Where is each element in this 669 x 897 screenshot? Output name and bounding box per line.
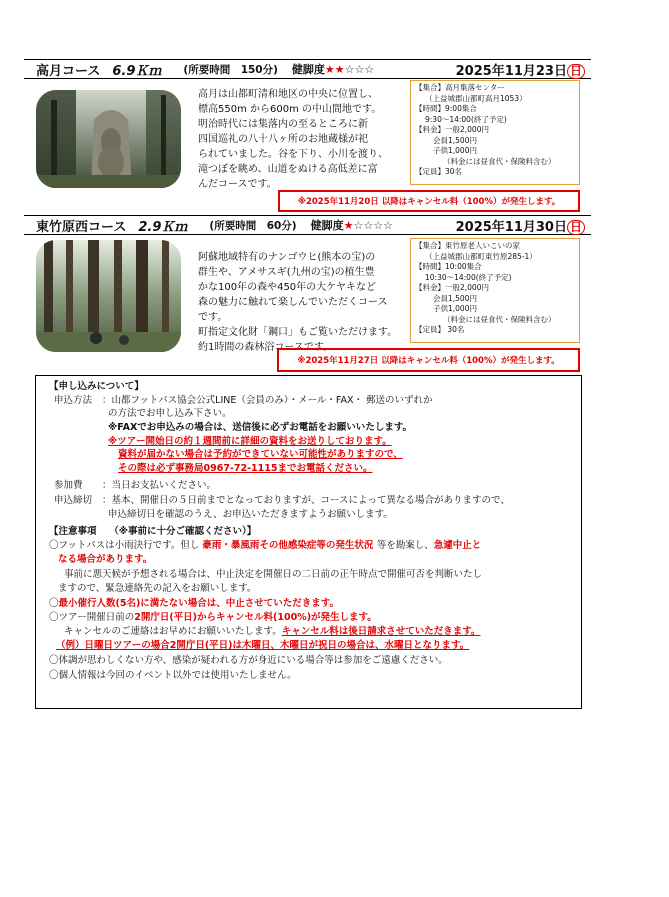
course2-date xyxy=(456,216,585,235)
course1-dow: 日 xyxy=(567,64,585,79)
note-rain-a: 〇フットパスは小雨決行です。但し xyxy=(49,540,203,551)
course2-fee-child: 子供1,000円 xyxy=(433,304,477,313)
apply-method-line1: ：山都フットパス協会公式LINE（会員のみ）・メール・FAX・ 郵送のいずれか xyxy=(102,395,433,406)
note-rain xyxy=(49,539,481,552)
course2-dow: 日 xyxy=(567,220,585,235)
course1-stars-off: ☆☆☆ xyxy=(344,63,375,76)
course1-level-label: 健脚度 xyxy=(291,63,325,76)
course1-desc-line: んだコースです。 xyxy=(198,179,277,190)
note-health: 〇体調が思わしくない方や、感染が疑われる方が身近にいる場合等は参加をご遠慮ください。 xyxy=(49,655,448,666)
course1-name: 高月コース xyxy=(36,63,101,79)
course1-desc-line: 明治時代には集落内の至るところに新 xyxy=(198,119,368,130)
apply-method-label: 申込方法 xyxy=(54,395,93,406)
note-rain-e: なる場合があります。 xyxy=(58,554,153,565)
course2-level-label: 健脚度 xyxy=(310,219,344,232)
note-rain-d: 急遽中止と xyxy=(433,540,482,551)
course2-desc-line: 森の魅力に触れて楽しんでいただくコース xyxy=(198,297,388,308)
course1-cancel-notice: ※2025年11月20日 以降はキャンセル料（100%）が発生します。 xyxy=(278,190,580,212)
note-cancel-fee-a: 〇ツアー開催日前の xyxy=(49,612,135,623)
course2-desc-line: 約1時間の森林浴コースです。 xyxy=(198,342,334,353)
apply-red-note2: 資料が届かない場合は予約ができていない可能性がありますので、 xyxy=(118,449,403,460)
course2-gather: 【集合】東竹原老人いこいの家 xyxy=(415,241,520,250)
note-weather-line1: 事前に悪天候が予想される場合は、中止決定を開催日の二日前の正午時点で開催可否を判断いたし xyxy=(64,569,483,580)
note-privacy: 〇個人情報は今回のイベント以外では使用いたしません。 xyxy=(49,670,297,681)
apply-deadline-label: 申込締切 xyxy=(54,495,93,506)
course1-fee-label: 【料金】一般2,000円 xyxy=(415,125,489,134)
course2-photo xyxy=(36,240,181,352)
course2-time: (所要時間 60分) xyxy=(209,219,297,232)
course1-time: (所要時間 150分) xyxy=(183,63,278,76)
apply-deadline-line1: ：基本、開催日の５日前までとなっておりますが、コースによって異なる場合がありますので、 xyxy=(102,495,510,506)
course2-desc-line: 群生や、アメサスギ(九州の宝)の植生豊 xyxy=(198,267,375,278)
course1-desc-line: られていました。谷を下り、小川を渡り、 xyxy=(198,149,388,160)
notes-heading: 【注意事項 （※事前に十分ご確認ください）】 xyxy=(49,526,257,537)
apply-red-note3: その際は必ず事務局0967-72-1115までお電話ください。 xyxy=(118,463,373,474)
cedar-forest-image xyxy=(36,240,181,352)
course2-desc-line: 町指定文化財「鋼口」もご覧いただけます。 xyxy=(198,327,398,338)
course1-desc-line: 標高550m から600m の中山間地です。 xyxy=(198,104,382,115)
course2-date-text: 2025年11月30日 xyxy=(455,219,567,235)
course1-date xyxy=(456,60,585,79)
note-rain-c: 等を勘案し、 xyxy=(376,540,434,551)
course2-capacity: 【定員】 30名 xyxy=(415,325,465,334)
notice-box xyxy=(35,375,582,709)
course1-time-detail: 9:30～14:00(終了予定) xyxy=(425,114,507,124)
course1-distance: 6.9Ｋｍ xyxy=(112,63,162,79)
apply-deadline-line2: 申込締切日を確認のうえ、お申込いただきますようお願いします。 xyxy=(108,509,393,520)
apply-heading: 【申し込みについて】 xyxy=(49,381,144,392)
course1-capacity: 【定員】30名 xyxy=(415,167,463,176)
note-example: （例）日曜日ツアーの場合2開庁日(平日)は木曜日、木曜日が祝日の場合は、水曜日となります。 xyxy=(56,640,470,651)
note-cancel-contact-a: キャンセルのご連絡はお早めにお願いいたします。 xyxy=(64,626,282,637)
course2-fee-member: 会員1,500円 xyxy=(433,293,477,303)
course1-level xyxy=(292,61,374,77)
apply-fee-label: 参加費 xyxy=(54,480,83,491)
course1-description xyxy=(198,87,388,192)
course2-fee-label: 【料金】一般2,000円 xyxy=(415,283,489,292)
apply-fee-text: ：当日お支払いください。 xyxy=(102,480,217,491)
note-weather-line2: ますので、緊急連絡先の記入をお願いします。 xyxy=(58,583,257,594)
course2-stars-on: ★ xyxy=(343,219,354,232)
course1-desc-line: 滝つぼを眺め、山道をぬける高低差に富 xyxy=(198,164,378,175)
course1-fee-note: （料金には昼食代・保険料含む） xyxy=(443,156,556,166)
course1-info-box xyxy=(410,80,580,185)
course2-stars-off: ☆☆☆☆ xyxy=(353,219,393,232)
course2-address: （上益城郡山都町東竹原285-1） xyxy=(425,251,537,261)
course2-fee-note: （料金には昼食代・保険料含む） xyxy=(443,314,556,324)
note-min-people-mark: 〇 xyxy=(49,598,59,609)
course2-name: 東竹原西コース xyxy=(36,219,127,235)
course1-header xyxy=(24,59,591,79)
course2-desc-line: 阿蘇地域特有のナンゴウヒ(熊本の宝)の xyxy=(198,252,376,263)
course2-description xyxy=(198,250,397,355)
course1-gather: 【集合】高月集落センター xyxy=(415,83,505,92)
course1-date-text: 2025年11月23日 xyxy=(455,63,567,79)
stone-statue-image xyxy=(36,90,181,188)
course2-time-label: 【時間】10:00集合 xyxy=(415,262,482,271)
course2-desc-line: かな100年の森や450年の大ケヤキなど xyxy=(198,282,376,293)
course2-desc-line: です。 xyxy=(198,312,228,323)
course2-distance: 2.9Ｋｍ xyxy=(138,219,188,235)
apply-red-note1: ※ツアー開始日の約１週間前に詳細の資料をお送りしております。 xyxy=(108,436,392,447)
course1-desc-line: 四国巡礼の八十八ヶ所のお地蔵様が祀 xyxy=(198,134,368,145)
course1-stars-on: ★★ xyxy=(324,63,345,76)
course1-desc-line: 高月は山都町清和地区の中央に位置し、 xyxy=(198,89,378,100)
course2-cancel-notice: ※2025年11月27日 以降はキャンセル料（100%）が発生します。 xyxy=(277,348,580,372)
note-min-people xyxy=(49,597,339,610)
course2-time-detail: 10:30～14:00(終了予定) xyxy=(425,272,512,282)
note-rain-b: 豪雨・暴風雨その他感染症等の発生状況 xyxy=(202,540,377,551)
course1-photo xyxy=(36,90,181,188)
course1-fee-member: 会員1,500円 xyxy=(433,135,477,145)
course2-info-box xyxy=(410,238,580,343)
note-cancel-contact xyxy=(64,625,481,638)
course2-level xyxy=(311,217,393,233)
note-cancel-contact-b: キャンセル料は後日請求させていただきます。 xyxy=(281,626,481,637)
apply-fax-note: ※FAXでお申込みの場合は、送信後に必ずお電話をお願いいたします。 xyxy=(108,422,413,433)
note-min-people-text: 最小催行人数(5名)に満たない場合は、中止させていただきます。 xyxy=(58,598,340,609)
course1-fee-child: 子供1,000円 xyxy=(433,146,477,155)
note-cancel-fee-b: 2開庁日(平日)からキャンセル料(100%)が発生します。 xyxy=(134,612,377,623)
course1-time-label: 【時間】9:00集合 xyxy=(415,104,477,113)
course1-address: （上益城郡山都町高月1053） xyxy=(425,93,527,103)
course2-header xyxy=(24,215,591,235)
note-cancel-fee xyxy=(49,611,377,624)
apply-method-line2: の方法でお申し込み下さい。 xyxy=(108,408,232,419)
